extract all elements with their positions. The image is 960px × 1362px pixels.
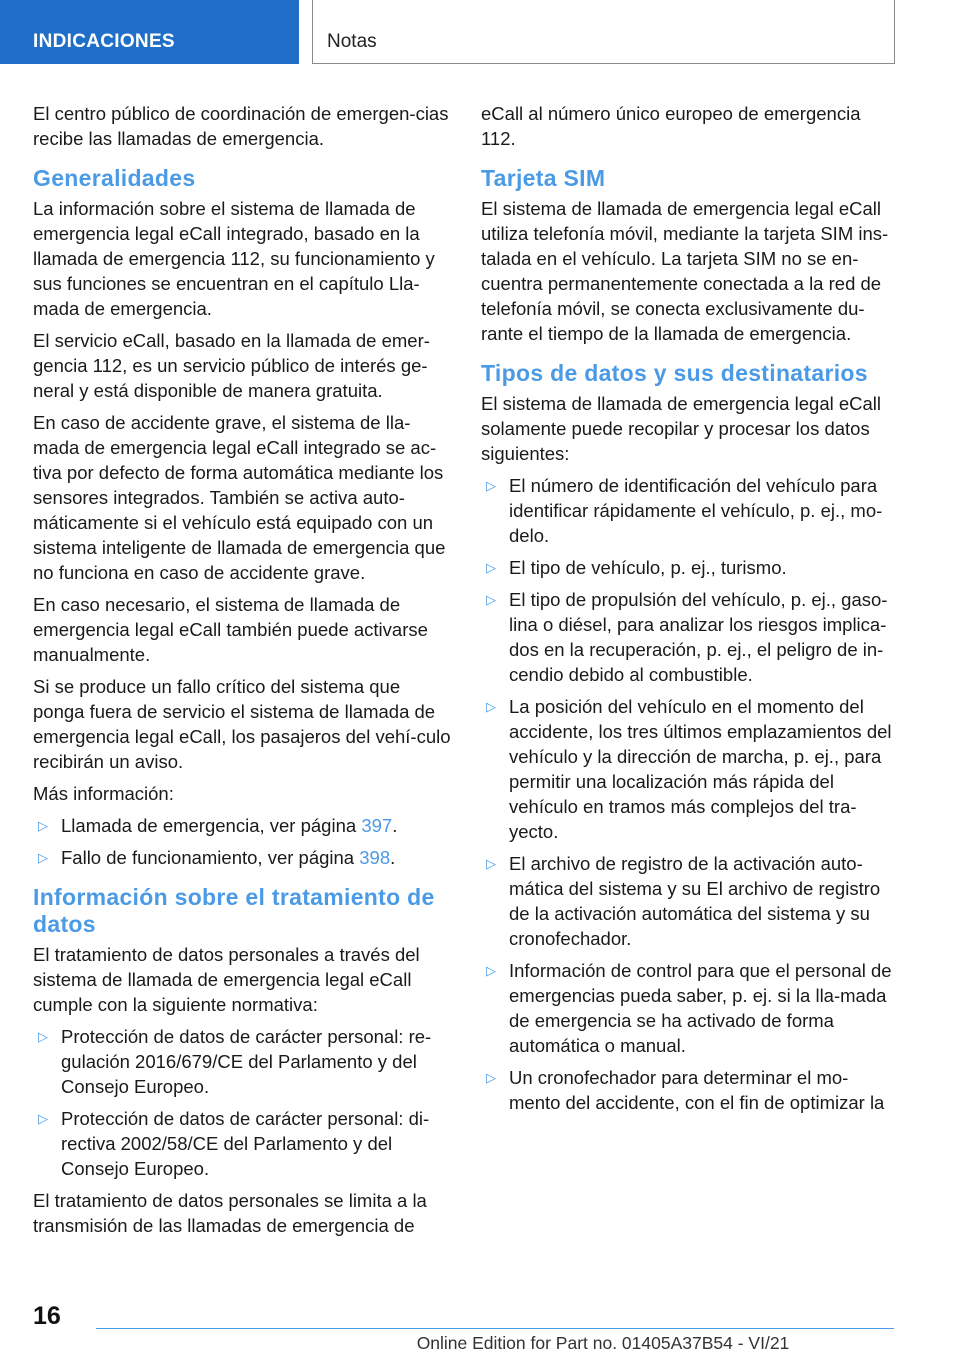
punctuation: .: [390, 847, 396, 868]
triangle-bullet-icon: ▷: [486, 560, 496, 575]
page-link-397[interactable]: 397: [361, 815, 393, 836]
triangle-bullet-icon: ▷: [486, 699, 496, 714]
list-item-text: Fallo de funcionamiento, ver página: [61, 847, 360, 868]
list-item-text: Un cronofechador para determinar el mo-mento del accidente, con el fin de optimizar la: [509, 1067, 885, 1113]
triangle-bullet-icon: ▷: [38, 1029, 48, 1044]
list-item-text: Llamada de emergencia, ver página: [61, 815, 362, 836]
footer-edition-text: Online Edition for Part no. 01405A37B54 - VI/21: [416, 1333, 790, 1353]
section-tab: INDICACIONES: [0, 0, 299, 64]
heading-tipos-de-datos: Tipos de datos y sus destinatarios: [481, 360, 868, 386]
footer-divider: [96, 1328, 894, 1329]
punctuation: .: [392, 815, 398, 836]
list-item-text: Información de control para que el personal de emergencias pueda saber, p. ej. si la lla-mada de emergencia se ha activado de forma automática o manual.: [509, 960, 892, 1056]
more-info-list: [33, 813, 451, 870]
regulation-list: [33, 1024, 451, 1181]
triangle-bullet-icon: ▷: [38, 818, 48, 833]
triangle-bullet-icon: ▷: [38, 850, 48, 865]
list-item-text: El tipo de propulsión del vehículo, p. ej., gaso-lina o diésel, para analizar los riesgos implica-dos en la recuperación, p. ej., el peligro de in-cendio debido al combustible.: [509, 589, 888, 685]
list-item: [481, 473, 899, 548]
continuation-paragraph: eCall al número único europeo de emergencia 112.: [481, 103, 861, 149]
list-item-text: El tipo de vehículo, p. ej., turismo.: [509, 557, 787, 578]
triangle-bullet-icon: ▷: [486, 963, 496, 978]
list-item-text: El número de identificación del vehículo para identificar rápidamente el vehículo, p. ej., mo-delo.: [509, 475, 883, 546]
paragraph: El sistema de llamada de emergencia legal eCall utiliza telefonía móvil, mediante la tarjeta SIM ins-talada en el vehículo. La tarjeta SIM no se en-cuentra permanentemente conectada a la red de telefonía móvil, se conecta exclusivamente du-rante el tiempo de la llamada de emergencia.: [481, 198, 889, 344]
list-item-text: Protección de datos de carácter personal: re-gulación 2016/679/CE del Parlamento y del Consejo Europeo.: [61, 1026, 432, 1097]
more-info-label: Más información:: [33, 783, 174, 804]
list-item: [33, 845, 451, 870]
triangle-bullet-icon: ▷: [486, 1070, 496, 1085]
list-item-text: La posición del vehículo en el momento del accidente, los tres últimos emplazamientos del vehículo y la dirección de marcha, p. ej., para permitir una localización más rápida del vehículo en tramos más complejos del tra-yecto.: [509, 696, 892, 842]
list-item: [33, 1106, 451, 1181]
triangle-bullet-icon: ▷: [486, 478, 496, 493]
page-header-title: Notas: [312, 0, 895, 64]
list-item: [33, 813, 451, 838]
paragraph: Si se produce un fallo crítico del sistema que ponga fuera de servicio el sistema de llamada de emergencia legal eCall, los pasajeros del vehí-culo recibirán un aviso.: [33, 676, 451, 772]
list-item: [481, 851, 899, 951]
right-column: [481, 101, 899, 1122]
page-number: 16: [33, 1302, 61, 1330]
list-item: [481, 1065, 899, 1115]
paragraph: En caso necesario, el sistema de llamada de emergencia legal eCall también puede activarse manualmente.: [33, 594, 428, 665]
list-item-text: Protección de datos de carácter personal: di-rectiva 2002/58/CE del Parlamento y del Consejo Europeo.: [61, 1108, 430, 1179]
triangle-bullet-icon: ▷: [486, 856, 496, 871]
paragraph: La información sobre el sistema de llamada de emergencia legal eCall integrado, basado en la llamada de emergencia 112, su funcionamiento y sus funciones se encuentran en el capítulo Lla-mada de emergencia.: [33, 198, 435, 319]
list-item: [481, 958, 899, 1058]
left-column: [33, 101, 451, 1245]
page-link-398[interactable]: 398: [359, 847, 391, 868]
list-item: [33, 1024, 451, 1099]
list-item: [481, 694, 899, 844]
heading-generalidades: Generalidades: [33, 165, 196, 191]
paragraph: El tratamiento de datos personales a través del sistema de llamada de emergencia legal eCall cumple con la siguiente normativa:: [33, 944, 420, 1015]
data-types-list: [481, 473, 899, 1115]
list-item: [481, 587, 899, 687]
heading-tarjeta-sim: Tarjeta SIM: [481, 165, 606, 191]
list-item: [481, 555, 899, 580]
triangle-bullet-icon: ▷: [486, 592, 496, 607]
heading-tratamiento-datos: Información sobre el tratamiento de datos: [33, 884, 435, 937]
intro-paragraph: El centro público de coordinación de emergen-cias recibe las llamadas de emergencia.: [33, 103, 449, 149]
triangle-bullet-icon: ▷: [38, 1111, 48, 1126]
paragraph: El tratamiento de datos personales se limita a la transmisión de las llamadas de emergencia de: [33, 1190, 427, 1236]
paragraph: En caso de accidente grave, el sistema de lla-mada de emergencia legal eCall integrado se ac-tiva por defecto de forma automática mediante los sensores integrados. También se activa auto-máticamente si el vehículo está equipado con un sistema inteligente de llamada de emergencia que no funciona en caso de accidente grave.: [33, 412, 446, 583]
paragraph: El servicio eCall, basado en la llamada de emer-gencia 112, es un servicio público de interés ge-neral y está disponible de manera gratuita.: [33, 330, 430, 401]
list-item-text: El archivo de registro de la activación auto-mática del sistema y su El archivo de registro de la activación automática del sistema y su cronofechador.: [509, 853, 881, 949]
paragraph: El sistema de llamada de emergencia legal eCall solamente puede recopilar y procesar los datos siguientes:: [481, 393, 882, 464]
